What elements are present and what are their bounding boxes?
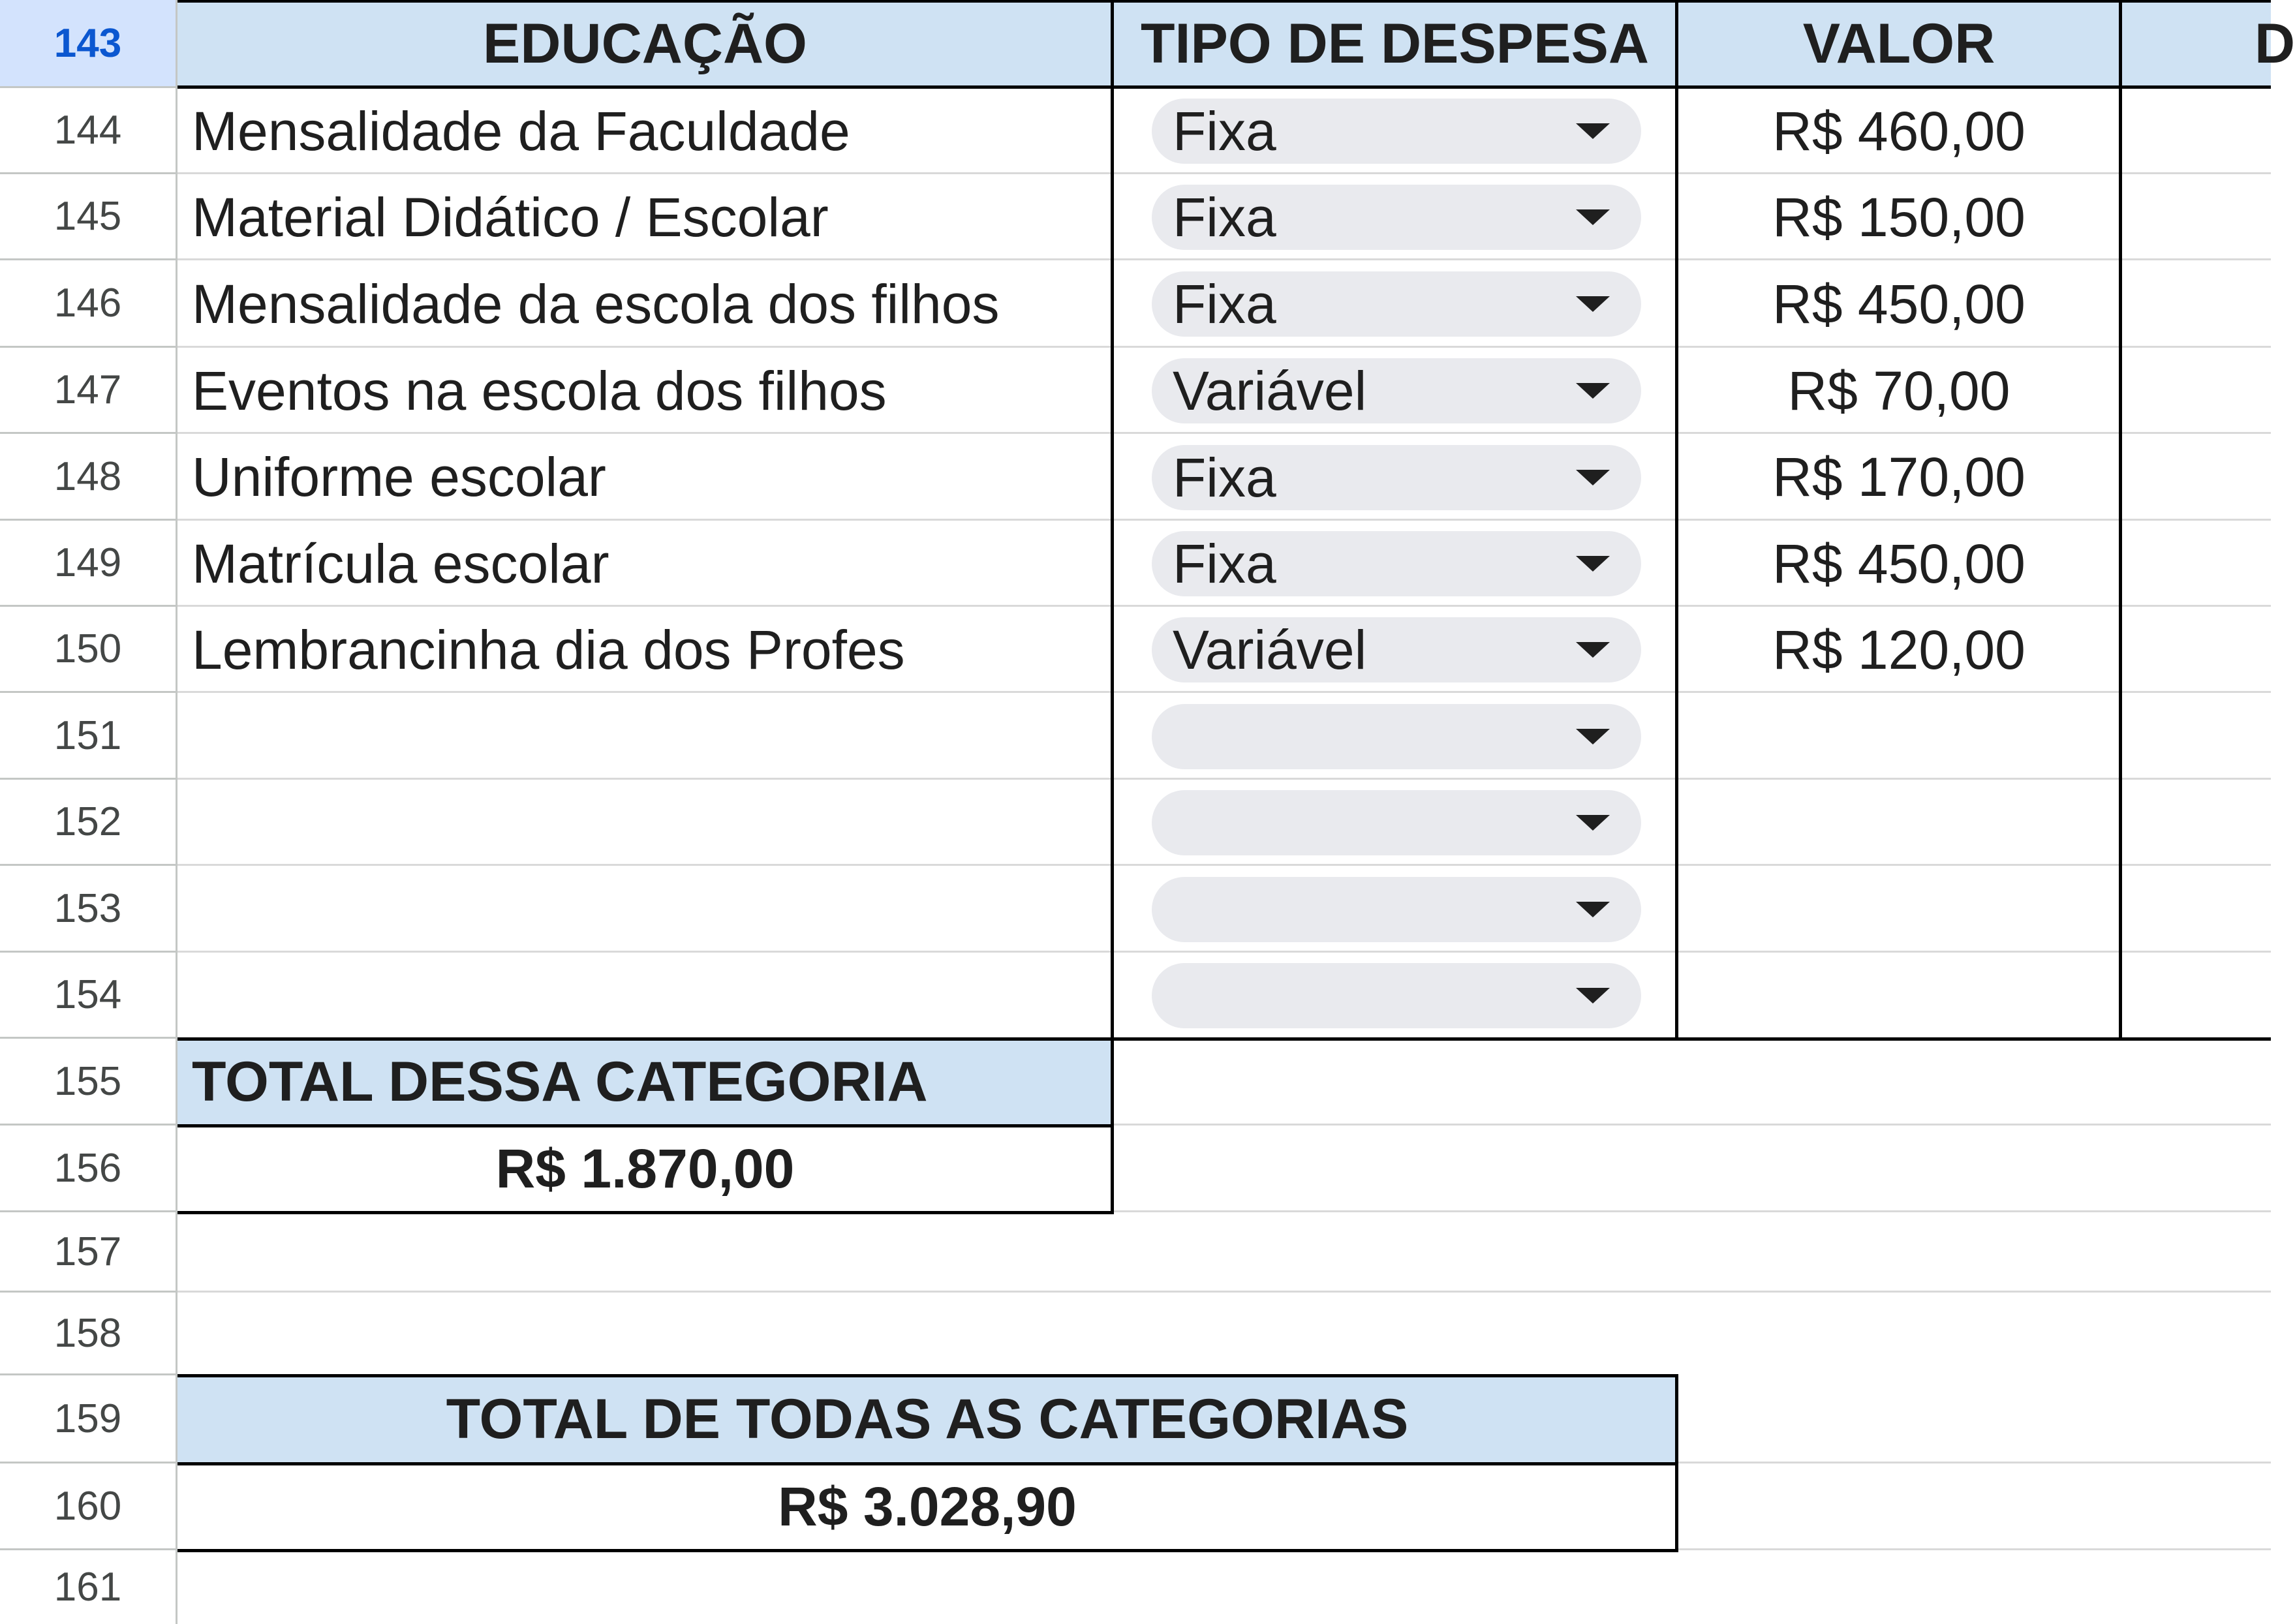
triangle-down-icon[interactable] <box>1576 815 1610 831</box>
row-number[interactable]: 146 <box>0 260 177 348</box>
category-total-value[interactable]: R$ 1.870,00 <box>495 1138 795 1199</box>
total-border <box>177 1211 1114 1214</box>
total-border <box>177 1124 1114 1127</box>
sheet-row <box>0 1463 2271 1550</box>
table-row <box>0 174 2271 260</box>
row-number[interactable]: 157 <box>0 1212 177 1293</box>
expense-value-cell[interactable] <box>1677 866 2121 953</box>
table-row <box>0 607 2271 693</box>
expense-type-value: Fixa <box>1173 100 1276 162</box>
next-column-cell[interactable] <box>2121 348 2271 434</box>
expense-name-cell[interactable]: Uniforme escolar <box>192 446 606 508</box>
table-row <box>0 260 2271 348</box>
expense-type-value: Variável <box>1173 619 1367 681</box>
expense-type-dropdown[interactable] <box>1152 358 1641 423</box>
row-number[interactable]: 152 <box>0 780 177 866</box>
expense-type-value: Fixa <box>1173 532 1276 594</box>
row-number[interactable]: 156 <box>0 1126 177 1212</box>
expense-value-cell[interactable]: R$ 170,00 <box>1772 446 2025 508</box>
next-column-cell[interactable] <box>2121 953 2271 1039</box>
expense-name-cell[interactable]: Mensalidade da Faculdade <box>192 100 850 162</box>
expense-type-dropdown[interactable] <box>1152 877 1641 942</box>
table-border <box>177 1037 2271 1041</box>
value-header[interactable]: VALOR <box>1677 0 2121 88</box>
table-row <box>0 953 2271 1039</box>
next-column-cell[interactable] <box>2121 88 2271 174</box>
row-number[interactable]: 150 <box>0 607 177 693</box>
triangle-down-icon[interactable] <box>1576 296 1610 312</box>
table-border <box>2119 0 2122 1039</box>
expense-name-cell[interactable] <box>177 866 1113 953</box>
table-row <box>0 434 2271 521</box>
expense-type-dropdown[interactable] <box>1152 531 1641 596</box>
table-row <box>0 780 2271 866</box>
expense-value-cell[interactable]: R$ 450,00 <box>1772 273 2025 335</box>
expense-name-cell[interactable]: Eventos na escola dos filhos <box>192 360 887 421</box>
next-column-cell[interactable] <box>2121 866 2271 953</box>
expense-name-cell[interactable]: Matrícula escolar <box>192 532 609 594</box>
triangle-down-icon[interactable] <box>1576 209 1610 225</box>
row-number[interactable]: 161 <box>0 1550 177 1624</box>
expense-value-cell[interactable] <box>1677 693 2121 780</box>
grand-total-border <box>177 1462 1678 1465</box>
expense-name-cell[interactable]: Lembrancinha dia dos Profes <box>192 619 905 681</box>
total-border <box>1111 1037 1114 1214</box>
row-number[interactable]: 147 <box>0 348 177 434</box>
row-number[interactable]: 159 <box>0 1375 177 1463</box>
type-header[interactable]: TIPO DE DESPESA <box>1113 0 1677 88</box>
expense-value-cell[interactable]: R$ 120,00 <box>1772 619 2025 681</box>
expense-name-cell[interactable] <box>177 953 1113 1039</box>
expense-value-cell[interactable] <box>1677 780 2121 866</box>
category-total-label[interactable]: TOTAL DESSA CATEGORIA <box>177 1039 1113 1126</box>
table-border <box>177 85 2271 89</box>
grand-total-border <box>177 1549 1678 1552</box>
sheet-row <box>0 1293 2271 1375</box>
sheet-row <box>0 1550 2271 1624</box>
grand-total-label[interactable]: TOTAL DE TODAS AS CATEGORIAS <box>177 1375 1677 1463</box>
grand-total-border <box>177 1374 1678 1377</box>
expense-value-cell[interactable]: R$ 460,00 <box>1772 100 2025 162</box>
triangle-down-icon[interactable] <box>1576 470 1610 485</box>
expense-type-dropdown[interactable] <box>1152 99 1641 164</box>
table-border <box>1675 0 1678 1039</box>
grand-total-border <box>1675 1374 1678 1552</box>
table-row <box>0 348 2271 434</box>
row-number[interactable]: 145 <box>0 174 177 260</box>
expense-value-cell[interactable]: R$ 150,00 <box>1772 186 2025 248</box>
triangle-down-icon[interactable] <box>1576 123 1610 139</box>
triangle-down-icon[interactable] <box>1576 902 1610 917</box>
sheet-row <box>0 1375 2271 1463</box>
row-number[interactable]: 155 <box>0 1039 177 1126</box>
sheet-row <box>0 1126 2271 1212</box>
expense-name-cell[interactable]: Material Didático / Escolar <box>192 186 829 248</box>
row-number[interactable]: 153 <box>0 866 177 953</box>
next-column-cell[interactable] <box>2121 607 2271 693</box>
row-number[interactable]: 144 <box>0 88 177 174</box>
row-number[interactable]: 148 <box>0 434 177 521</box>
table-row <box>0 693 2271 780</box>
expense-name-cell[interactable]: Mensalidade da escola dos filhos <box>192 273 1000 335</box>
expense-type-dropdown[interactable] <box>1152 963 1641 1028</box>
expense-type-dropdown[interactable] <box>1152 704 1641 769</box>
next-column-cell[interactable] <box>2121 174 2271 260</box>
row-number[interactable]: 149 <box>0 521 177 607</box>
sheet-row <box>0 1039 2271 1126</box>
triangle-down-icon[interactable] <box>1576 556 1610 572</box>
expense-type-value: Fixa <box>1173 446 1276 508</box>
triangle-down-icon[interactable] <box>1576 729 1610 744</box>
table-row <box>0 88 2271 174</box>
expense-value-cell[interactable]: R$ 450,00 <box>1772 532 2025 594</box>
expense-type-dropdown[interactable] <box>1152 445 1641 510</box>
table-row <box>0 521 2271 607</box>
expense-type-dropdown[interactable] <box>1152 185 1641 250</box>
expense-type-value: Fixa <box>1173 273 1276 335</box>
next-column-header[interactable]: D <box>2121 0 2271 88</box>
row-number[interactable]: 160 <box>0 1463 177 1550</box>
next-column-cell[interactable] <box>2121 434 2271 521</box>
row-number[interactable]: 143 <box>0 0 177 88</box>
next-column-cell[interactable] <box>2121 260 2271 348</box>
expense-type-value: Variável <box>1173 360 1367 421</box>
category-header[interactable]: EDUCAÇÃO <box>177 0 1113 88</box>
next-column-cell[interactable] <box>2121 693 2271 780</box>
expense-value-cell[interactable]: R$ 70,00 <box>1787 360 2010 421</box>
expense-name-cell[interactable] <box>177 780 1113 866</box>
triangle-down-icon[interactable] <box>1576 383 1610 399</box>
expense-type-dropdown[interactable] <box>1152 271 1641 337</box>
expense-name-cell[interactable] <box>177 693 1113 780</box>
row-number[interactable]: 154 <box>0 953 177 1039</box>
row-number[interactable]: 158 <box>0 1293 177 1375</box>
table-border <box>1111 0 1114 1039</box>
table-row <box>0 866 2271 953</box>
sheet-row <box>0 1212 2271 1293</box>
triangle-down-icon[interactable] <box>1576 642 1610 658</box>
row-number[interactable]: 151 <box>0 693 177 780</box>
next-column-cell[interactable] <box>2121 521 2271 607</box>
expense-type-dropdown[interactable] <box>1152 790 1641 855</box>
next-column-cell[interactable] <box>2121 780 2271 866</box>
expense-type-value: Fixa <box>1173 186 1276 248</box>
expense-value-cell[interactable] <box>1677 953 2121 1039</box>
triangle-down-icon[interactable] <box>1576 988 1610 1004</box>
sheet-row <box>0 0 2295 88</box>
grand-total-value[interactable]: R$ 3.028,90 <box>778 1476 1077 1537</box>
table-border <box>177 0 2271 3</box>
expense-type-dropdown[interactable] <box>1152 617 1641 682</box>
